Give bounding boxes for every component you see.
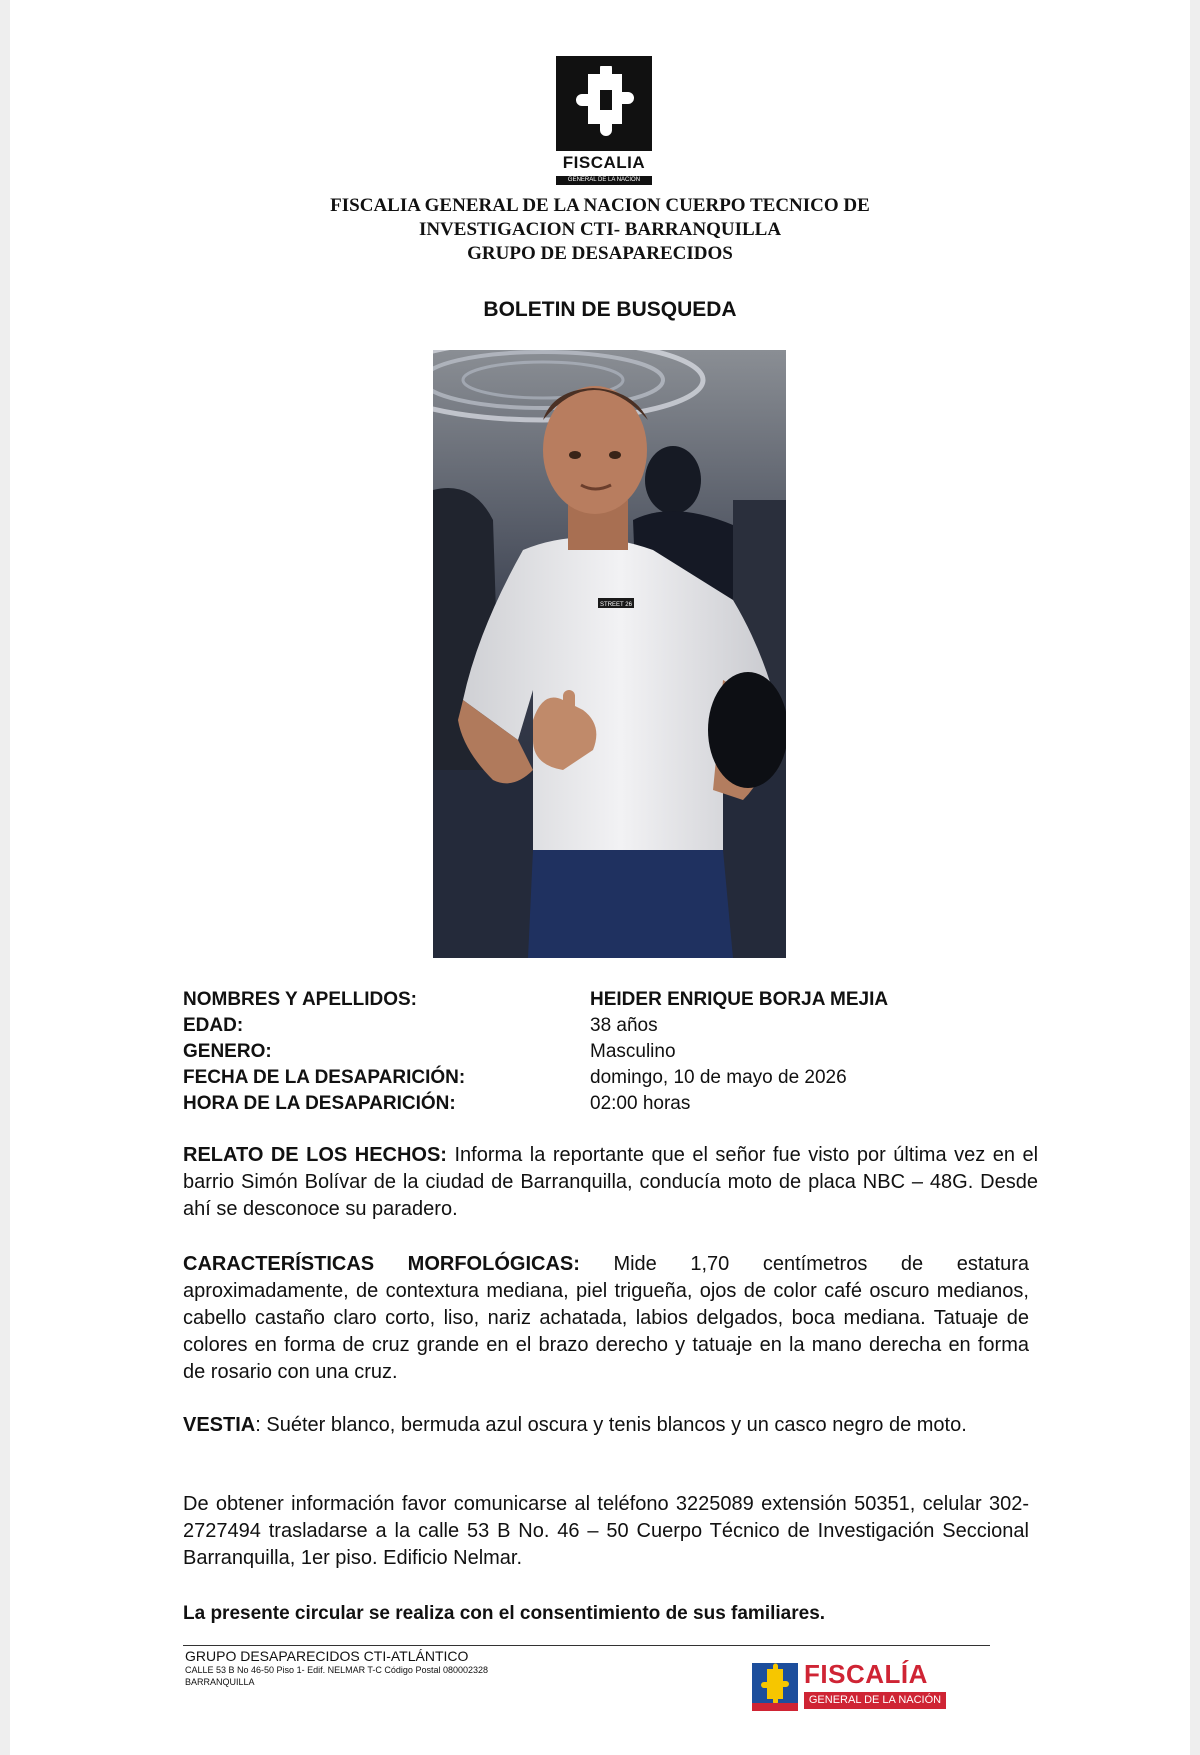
morfologia-text: Mide 1,70 centímetros de estatura aproximadamente, de contextura mediana, piel trigueña, ojos de color café oscuro medianos, cabello castaño claro corto, liso, nariz achatada, labios delgados, boca mediana. Tatuaje de colores en forma de cruz grande en el brazo derecho y tatuaje en la mano derecha en forma de rosario con una cruz. <box>183 1253 1029 1383</box>
logo-box <box>556 56 652 151</box>
relato-paragraph <box>183 1142 1038 1223</box>
detail-row-gender <box>183 1039 1043 1065</box>
detail-label: NOMBRES Y APELLIDOS: <box>183 989 418 1010</box>
tshirt-label: STREET 26 <box>600 602 632 608</box>
missing-person-photo <box>433 350 786 958</box>
contact-paragraph: De obtener información favor comunicarse al teléfono 3225089 extensión 50351, celular 302-2727494 trasladarse a la calle 53 B No. 46 – 50 Cuerpo Técnico de Investigación Seccional Barranquilla, 1er piso. Edificio Nelmar. <box>183 1493 1029 1569</box>
relato-text: Informa la reportante que el señor fue visto por última vez en el barrio Simón Bolívar de la ciudad de Barranquilla, conducía moto de placa NBC – 48G. Desde ahí se desconoce su paradero. <box>183 1144 1039 1220</box>
detail-value: Masculino <box>590 1041 676 1062</box>
footer-divider <box>183 1645 990 1646</box>
vestia-paragraph <box>183 1412 1029 1439</box>
consent-note: La presente circular se realiza con el consentimiento de sus familiares. <box>183 1603 826 1624</box>
bulletin-title: BOLETIN DE BUSQUEDA <box>483 298 737 321</box>
flag-icon <box>752 1663 798 1711</box>
logo-word: FISCALIA <box>562 153 646 172</box>
footer-city: BARRANQUILLA <box>185 1677 255 1687</box>
logo-subtitle: GENERAL DE LA NACION <box>556 176 652 185</box>
footer-logo-band: GENERAL DE LA NACIÓN <box>804 1692 946 1709</box>
fiscalia-logo <box>556 56 652 186</box>
puzzle-icon <box>574 66 634 141</box>
detail-label: FECHA DE LA DESAPARICIÓN: <box>183 1067 466 1088</box>
footer-logo-word: FISCALÍA <box>804 1659 928 1689</box>
header-line-2: INVESTIGACION CTI- BARRANQUILLA <box>418 219 782 240</box>
vestia-label: VESTIA <box>183 1414 256 1436</box>
detail-row-time <box>183 1091 1043 1117</box>
institution-header <box>170 194 1030 266</box>
detail-value: 02:00 horas <box>590 1093 691 1114</box>
detail-row-age <box>183 1013 1043 1039</box>
morfologia-label: CARACTERÍSTICAS MORFOLÓGICAS: <box>183 1253 580 1275</box>
header-line-1: FISCALIA GENERAL DE LA NACION CUERPO TECNICO DE <box>330 195 870 216</box>
detail-row-name <box>183 987 1043 1013</box>
vestia-text: : Suéter blanco, bermuda azul oscura y tenis blancos y un casco negro de moto. <box>255 1414 967 1436</box>
morfologia-paragraph <box>183 1251 1029 1386</box>
detail-label: HORA DE LA DESAPARICIÓN: <box>183 1093 456 1114</box>
person-details <box>183 987 1043 1117</box>
footer-street: CALLE 53 B No 46-50 Piso 1- Edif. NELMAR T-C Código Postal 080002328 <box>185 1665 489 1675</box>
detail-value: 38 años <box>590 1015 658 1036</box>
footer-group: GRUPO DESAPARECIDOS CTI-ATLÁNTICO <box>185 1648 469 1664</box>
detail-label: EDAD: <box>183 1015 244 1036</box>
detail-label: GENERO: <box>183 1041 272 1062</box>
relato-label: RELATO DE LOS HECHOS: <box>183 1144 447 1166</box>
detail-value: HEIDER ENRIQUE BORJA MEJIA <box>590 989 889 1010</box>
detail-value: domingo, 10 de mayo de 2026 <box>590 1067 847 1088</box>
bulletin-page <box>10 0 1190 1755</box>
header-line-3: GRUPO DE DESAPARECIDOS <box>467 243 733 264</box>
footer-address <box>185 1648 488 1688</box>
footer-fiscalia-logo <box>752 1659 948 1711</box>
detail-row-date <box>183 1065 1043 1091</box>
